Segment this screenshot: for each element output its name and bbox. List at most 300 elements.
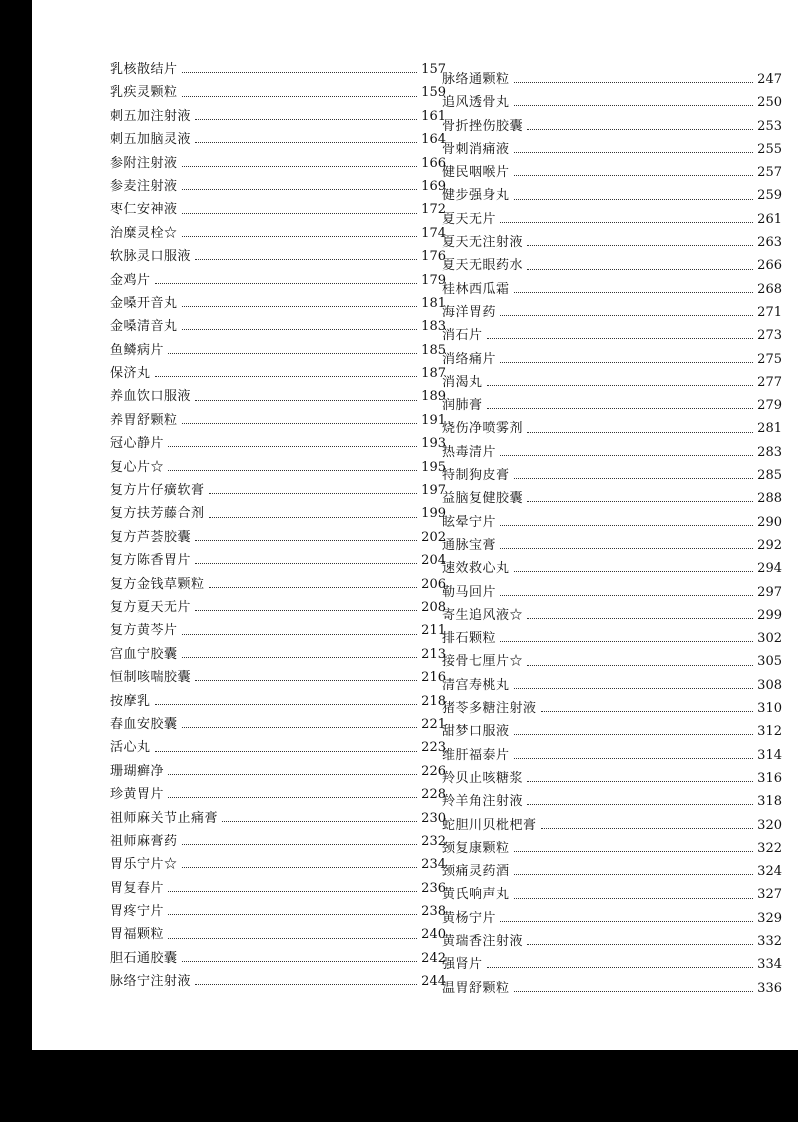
toc-entry[interactable] xyxy=(442,161,782,184)
toc-entry-page-number: 187 xyxy=(421,366,446,382)
toc-entry-title: 复方夏天无片 xyxy=(110,599,192,615)
toc-entry[interactable] xyxy=(110,198,446,221)
toc-dot-leader xyxy=(487,385,754,386)
toc-entry-page-number: 181 xyxy=(421,295,446,311)
toc-entry-page-number: 197 xyxy=(421,483,446,499)
toc-entry-page-number: 216 xyxy=(421,670,446,686)
toc-entry-title: 参附注射液 xyxy=(110,155,178,171)
toc-dot-leader xyxy=(195,119,417,120)
toc-dot-leader xyxy=(182,329,418,330)
toc-entry-page-number: 336 xyxy=(757,980,782,996)
toc-entry[interactable] xyxy=(110,222,446,245)
scan-black-edge-left xyxy=(0,0,32,1122)
toc-dot-leader xyxy=(182,72,418,73)
toc-dot-leader xyxy=(195,259,417,260)
toc-entry-page-number: 236 xyxy=(421,880,446,896)
toc-entry-title: 珍黄胃片 xyxy=(110,787,165,803)
toc-entry-page-number: 218 xyxy=(421,693,446,709)
toc-entry-page-number: 332 xyxy=(757,933,782,949)
toc-dot-leader xyxy=(500,222,753,223)
toc-entry[interactable] xyxy=(442,371,782,394)
toc-entry[interactable] xyxy=(442,138,782,161)
toc-dot-leader xyxy=(168,914,417,915)
toc-entry[interactable] xyxy=(442,184,782,207)
toc-entry-page-number: 234 xyxy=(421,857,446,873)
toc-entry-page-number: 240 xyxy=(421,927,446,943)
toc-entry[interactable] xyxy=(110,362,446,385)
toc-entry-page-number: 166 xyxy=(421,155,446,171)
toc-entry-title: 益脑复健胶囊 xyxy=(442,491,524,507)
toc-entry[interactable] xyxy=(442,814,782,837)
toc-dot-leader xyxy=(168,891,417,892)
toc-entry-title: 治糜灵栓☆ xyxy=(110,225,178,241)
toc-entry[interactable] xyxy=(442,324,782,347)
toc-dot-leader xyxy=(195,984,417,985)
toc-entry-page-number: 157 xyxy=(421,62,446,77)
toc-dot-leader xyxy=(487,967,754,968)
toc-entry-title: 颈痛灵药酒 xyxy=(442,864,510,880)
toc-dot-leader xyxy=(500,315,753,316)
toc-dot-leader xyxy=(500,362,753,363)
toc-entry-title: 速效救心丸 xyxy=(442,561,510,577)
toc-entry[interactable] xyxy=(110,713,446,736)
toc-dot-leader xyxy=(541,711,754,712)
toc-entry-page-number: 329 xyxy=(757,910,782,926)
toc-entry-title: 养血饮口服液 xyxy=(110,389,192,405)
toc-dot-leader xyxy=(514,851,754,852)
toc-entry-title: 脉络宁注射液 xyxy=(110,974,192,990)
toc-dot-leader xyxy=(182,189,418,190)
toc-entry-page-number: 259 xyxy=(757,188,782,204)
toc-entry-title: 冠心静片 xyxy=(110,436,165,452)
toc-entry-title: 勒马回片 xyxy=(442,584,497,600)
toc-entry-title: 复方扶芳藤合剂 xyxy=(110,506,205,522)
toc-entry-title: 眩晕宁片 xyxy=(442,514,497,530)
toc-dot-leader xyxy=(209,517,418,518)
toc-entry[interactable] xyxy=(110,573,446,596)
toc-dot-leader xyxy=(514,478,754,479)
toc-entry[interactable] xyxy=(110,807,446,830)
toc-entry-title: 金鸡片 xyxy=(110,272,151,288)
toc-entry-title: 软脉灵口服液 xyxy=(110,249,192,265)
toc-entry[interactable] xyxy=(110,502,446,525)
toc-entry-page-number: 213 xyxy=(421,646,446,662)
toc-entry-title: 胃复春片 xyxy=(110,880,165,896)
toc-dot-leader xyxy=(182,96,418,97)
toc-dot-leader xyxy=(514,898,754,899)
toc-dot-leader xyxy=(500,595,753,596)
toc-entry-page-number: 244 xyxy=(421,974,446,990)
toc-dot-leader xyxy=(168,446,417,447)
toc-entry-title: 养胃舒颗粒 xyxy=(110,412,178,428)
toc-entry-page-number: 316 xyxy=(757,770,782,786)
toc-entry-page-number: 324 xyxy=(757,864,782,880)
toc-entry-title: 鱼鳞病片 xyxy=(110,342,165,358)
toc-entry[interactable] xyxy=(110,409,446,432)
toc-entry[interactable] xyxy=(110,549,446,572)
toc-dot-leader xyxy=(514,82,754,83)
toc-dot-leader xyxy=(514,199,754,200)
toc-dot-leader xyxy=(182,423,418,424)
toc-entry[interactable] xyxy=(110,947,446,970)
toc-dot-leader xyxy=(195,563,417,564)
toc-entry[interactable] xyxy=(110,970,446,993)
toc-entry[interactable] xyxy=(442,790,782,813)
toc-entry-title: 复方片仔癀软膏 xyxy=(110,483,205,499)
toc-dot-leader xyxy=(168,470,417,471)
toc-entry-page-number: 310 xyxy=(757,701,782,717)
toc-entry-page-number: 161 xyxy=(421,108,446,124)
toc-dot-leader xyxy=(500,525,753,526)
toc-entry[interactable] xyxy=(442,534,782,557)
toc-dot-leader xyxy=(195,540,417,541)
toc-entry-page-number: 292 xyxy=(757,537,782,553)
toc-entry[interactable] xyxy=(442,441,782,464)
toc-dot-leader xyxy=(182,961,418,962)
toc-entry-title: 祖师麻膏药 xyxy=(110,833,178,849)
toc-dot-leader xyxy=(527,129,753,130)
toc-entry-title: 追风透骨丸 xyxy=(442,95,510,111)
toc-entry-title: 维肝福泰片 xyxy=(442,747,510,763)
toc-entry[interactable] xyxy=(442,744,782,767)
toc-entry-title: 蛇胆川贝枇杷膏 xyxy=(442,817,537,833)
toc-entry-title: 强肾片 xyxy=(442,957,483,973)
toc-entry-title: 复方黄芩片 xyxy=(110,623,178,639)
toc-entry-title: 海洋胃药 xyxy=(442,304,497,320)
toc-dot-leader xyxy=(527,944,753,945)
toc-entry-page-number: 195 xyxy=(421,459,446,475)
toc-entry[interactable] xyxy=(110,690,446,713)
toc-dot-leader xyxy=(182,844,418,845)
toc-entry-page-number: 305 xyxy=(757,654,782,670)
toc-entry-page-number: 185 xyxy=(421,342,446,358)
toc-entry-page-number: 327 xyxy=(757,887,782,903)
toc-entry-page-number: 250 xyxy=(757,95,782,111)
toc-entry-page-number: 273 xyxy=(757,328,782,344)
toc-entry-page-number: 183 xyxy=(421,319,446,335)
toc-entry-page-number: 172 xyxy=(421,202,446,218)
toc-dot-leader xyxy=(527,245,753,246)
toc-entry-page-number: 253 xyxy=(757,118,782,134)
toc-entry[interactable] xyxy=(442,674,782,697)
toc-entry-title: 健民咽喉片 xyxy=(442,165,510,181)
toc-entry-title: 黄杨宁片 xyxy=(442,910,497,926)
toc-entry-title: 金嗓清音丸 xyxy=(110,319,178,335)
toc-dot-leader xyxy=(514,571,754,572)
toc-entry[interactable] xyxy=(110,315,446,338)
toc-entry[interactable] xyxy=(110,526,446,549)
toc-entry[interactable] xyxy=(442,394,782,417)
toc-entry[interactable] xyxy=(110,432,446,455)
toc-entry[interactable] xyxy=(442,91,782,114)
toc-entry[interactable] xyxy=(110,58,446,81)
toc-dot-leader xyxy=(514,175,754,176)
toc-entry[interactable] xyxy=(110,105,446,128)
toc-entry[interactable] xyxy=(442,487,782,510)
toc-entry[interactable] xyxy=(442,977,782,1000)
toc-dot-leader xyxy=(514,758,754,759)
toc-entry-title: 春血安胶囊 xyxy=(110,716,178,732)
toc-entry-page-number: 299 xyxy=(757,607,782,623)
toc-entry[interactable] xyxy=(442,720,782,743)
toc-entry-page-number: 247 xyxy=(757,72,782,87)
toc-entry-page-number: 226 xyxy=(421,763,446,779)
toc-entry[interactable] xyxy=(442,930,782,953)
toc-entry[interactable] xyxy=(110,760,446,783)
toc-entry[interactable] xyxy=(442,650,782,673)
toc-dot-leader xyxy=(182,634,418,635)
toc-entry[interactable] xyxy=(442,907,782,930)
toc-entry[interactable] xyxy=(442,557,782,580)
toc-entry-title: 复方陈香胃片 xyxy=(110,553,192,569)
toc-entry[interactable] xyxy=(110,596,446,619)
toc-entry[interactable] xyxy=(110,128,446,151)
toc-dot-leader xyxy=(195,610,417,611)
toc-entry[interactable] xyxy=(442,767,782,790)
toc-dot-leader xyxy=(500,921,753,922)
toc-column-left xyxy=(110,58,446,994)
toc-dot-leader xyxy=(182,657,418,658)
toc-entry-page-number: 174 xyxy=(421,225,446,241)
toc-entry-title: 接骨七厘片☆ xyxy=(442,654,524,670)
toc-entry[interactable] xyxy=(442,837,782,860)
toc-entry[interactable] xyxy=(442,301,782,324)
toc-dot-leader xyxy=(182,213,418,214)
toc-entry-title: 枣仁安神液 xyxy=(110,202,178,218)
toc-entry-page-number: 312 xyxy=(757,724,782,740)
toc-entry-title: 烧伤净喷雾剂 xyxy=(442,421,524,437)
toc-entry-page-number: 334 xyxy=(757,957,782,973)
toc-dot-leader xyxy=(222,821,417,822)
toc-entry-title: 消络痛片 xyxy=(442,351,497,367)
toc-entry-title: 羚羊角注射液 xyxy=(442,794,524,810)
toc-dot-leader xyxy=(527,618,753,619)
toc-entry-page-number: 191 xyxy=(421,412,446,428)
toc-dot-leader xyxy=(168,797,417,798)
toc-entry[interactable] xyxy=(442,581,782,604)
toc-entry-page-number: 266 xyxy=(757,258,782,274)
toc-entry-title: 骨折挫伤胶囊 xyxy=(442,118,524,134)
toc-dot-leader xyxy=(514,105,754,106)
toc-entry[interactable] xyxy=(442,627,782,650)
toc-entry-title: 颈复康颗粒 xyxy=(442,840,510,856)
toc-entry[interactable] xyxy=(442,953,782,976)
toc-dot-leader xyxy=(155,751,418,752)
toc-entry-page-number: 221 xyxy=(421,716,446,732)
toc-entry-page-number: 206 xyxy=(421,576,446,592)
toc-entry-page-number: 268 xyxy=(757,281,782,297)
toc-entry[interactable] xyxy=(110,619,446,642)
toc-entry[interactable] xyxy=(110,736,446,759)
toc-entry-page-number: 193 xyxy=(421,436,446,452)
toc-entry-page-number: 255 xyxy=(757,141,782,157)
toc-entry-title: 胃疼宁片 xyxy=(110,904,165,920)
toc-entry-page-number: 279 xyxy=(757,398,782,414)
toc-entry-title: 刺五加脑灵液 xyxy=(110,132,192,148)
toc-dot-leader xyxy=(527,269,753,270)
toc-entry[interactable] xyxy=(442,511,782,534)
toc-entry[interactable] xyxy=(442,278,782,301)
toc-entry-title: 复方金钱草颗粒 xyxy=(110,576,205,592)
toc-entry[interactable] xyxy=(110,666,446,689)
toc-entry-page-number: 199 xyxy=(421,506,446,522)
toc-entry-title: 复心片☆ xyxy=(110,459,165,475)
toc-entry[interactable] xyxy=(110,456,446,479)
toc-entry-title: 润肺膏 xyxy=(442,398,483,414)
toc-entry-title: 热毒清片 xyxy=(442,444,497,460)
toc-entry-title: 夏天无注射液 xyxy=(442,235,524,251)
scan-black-edge-bottom xyxy=(0,1050,798,1122)
toc-dot-leader xyxy=(500,548,753,549)
toc-entry[interactable] xyxy=(442,883,782,906)
toc-entry[interactable] xyxy=(110,830,446,853)
toc-dot-leader xyxy=(168,353,417,354)
toc-entry-page-number: 275 xyxy=(757,351,782,367)
toc-entry[interactable] xyxy=(110,923,446,946)
toc-entry[interactable] xyxy=(110,479,446,502)
toc-dot-leader xyxy=(209,587,418,588)
toc-entry[interactable] xyxy=(110,877,446,900)
toc-dot-leader xyxy=(168,938,417,939)
toc-entry[interactable] xyxy=(110,175,446,198)
toc-dot-leader xyxy=(155,376,418,377)
toc-entry-page-number: 238 xyxy=(421,904,446,920)
toc-entry-title: 胃乐宁片☆ xyxy=(110,857,178,873)
toc-entry[interactable] xyxy=(442,417,782,440)
toc-entry-page-number: 281 xyxy=(757,421,782,437)
toc-entry-title: 特制狗皮膏 xyxy=(442,468,510,484)
toc-dot-leader xyxy=(195,400,417,401)
toc-entry[interactable] xyxy=(110,339,446,362)
toc-dot-leader xyxy=(155,704,418,705)
toc-entry-page-number: 277 xyxy=(757,374,782,390)
toc-entry-page-number: 290 xyxy=(757,514,782,530)
toc-entry-title: 珊瑚癣净 xyxy=(110,763,165,779)
toc-entry-page-number: 179 xyxy=(421,272,446,288)
toc-entry[interactable] xyxy=(442,860,782,883)
toc-entry-page-number: 302 xyxy=(757,631,782,647)
toc-entry-title: 恒制咳喘胶囊 xyxy=(110,670,192,686)
toc-entry[interactable] xyxy=(442,208,782,231)
toc-entry[interactable] xyxy=(110,853,446,876)
toc-entry-title: 桂林西瓜霜 xyxy=(442,281,510,297)
toc-entry-title: 金嗓开音丸 xyxy=(110,295,178,311)
toc-entry-page-number: 230 xyxy=(421,810,446,826)
toc-entry-title: 祖师麻关节止痛膏 xyxy=(110,810,219,826)
toc-dot-leader xyxy=(514,874,754,875)
toc-entry-title: 消石片 xyxy=(442,328,483,344)
toc-entry-title: 按摩乳 xyxy=(110,693,151,709)
toc-entry-page-number: 232 xyxy=(421,833,446,849)
toc-entry[interactable] xyxy=(110,292,446,315)
toc-entry-title: 参麦注射液 xyxy=(110,178,178,194)
toc-entry-title: 黄瑞香注射液 xyxy=(442,933,524,949)
toc-entry[interactable] xyxy=(442,231,782,254)
toc-entry-page-number: 314 xyxy=(757,747,782,763)
toc-entry-page-number: 297 xyxy=(757,584,782,600)
toc-entry-title: 通脉宝膏 xyxy=(442,537,497,553)
toc-entry-title: 夏天无眼药水 xyxy=(442,258,524,274)
toc-entry[interactable] xyxy=(442,115,782,138)
toc-entry-title: 骨刺消痛液 xyxy=(442,141,510,157)
toc-entry-title: 消渴丸 xyxy=(442,374,483,390)
toc-entry-title: 宫血宁胶囊 xyxy=(110,646,178,662)
toc-dot-leader xyxy=(514,991,754,992)
toc-entry-title: 温胃舒颗粒 xyxy=(442,980,510,996)
toc-dot-leader xyxy=(541,828,754,829)
toc-entry-page-number: 257 xyxy=(757,165,782,181)
toc-entry-page-number: 211 xyxy=(421,623,446,639)
toc-entry-title: 夏天无片 xyxy=(442,211,497,227)
toc-dot-leader xyxy=(514,292,754,293)
toc-dot-leader xyxy=(195,142,417,143)
toc-entry[interactable] xyxy=(110,783,446,806)
toc-entry-title: 寄生追风液☆ xyxy=(442,607,524,623)
toc-entry-title: 保济丸 xyxy=(110,366,151,382)
toc-entry-page-number: 322 xyxy=(757,840,782,856)
toc-entry-title: 清宫寿桃丸 xyxy=(442,677,510,693)
toc-entry[interactable] xyxy=(442,68,782,91)
toc-entry-page-number: 169 xyxy=(421,178,446,194)
toc-entry[interactable] xyxy=(110,385,446,408)
toc-entry-page-number: 189 xyxy=(421,389,446,405)
toc-dot-leader xyxy=(514,152,754,153)
toc-column-right xyxy=(442,68,782,1000)
toc-dot-leader xyxy=(168,774,417,775)
toc-entry-page-number: 202 xyxy=(421,529,446,545)
toc-page xyxy=(32,0,798,1050)
toc-entry[interactable] xyxy=(110,900,446,923)
toc-entry-title: 刺五加注射液 xyxy=(110,108,192,124)
toc-dot-leader xyxy=(514,734,754,735)
toc-dot-leader xyxy=(500,641,753,642)
toc-entry-title: 健步强身丸 xyxy=(442,188,510,204)
toc-entry-title: 猪苓多糖注射液 xyxy=(442,701,537,717)
toc-entry[interactable] xyxy=(442,464,782,487)
toc-entry-page-number: 263 xyxy=(757,235,782,251)
toc-entry-page-number: 285 xyxy=(757,468,782,484)
toc-entry[interactable] xyxy=(110,81,446,104)
toc-entry-page-number: 228 xyxy=(421,787,446,803)
toc-dot-leader xyxy=(500,455,753,456)
toc-dot-leader xyxy=(195,680,417,681)
toc-entry-page-number: 176 xyxy=(421,249,446,265)
toc-entry[interactable] xyxy=(442,604,782,627)
toc-entry-page-number: 242 xyxy=(421,950,446,966)
toc-dot-leader xyxy=(527,804,753,805)
toc-entry[interactable] xyxy=(442,697,782,720)
toc-entry-title: 脉络通颗粒 xyxy=(442,72,510,87)
toc-entry-page-number: 223 xyxy=(421,740,446,756)
toc-entry[interactable] xyxy=(110,245,446,268)
toc-dot-leader xyxy=(487,408,754,409)
toc-entry[interactable] xyxy=(442,254,782,277)
toc-entry-page-number: 164 xyxy=(421,132,446,148)
toc-dot-leader xyxy=(527,432,753,433)
toc-entry-title: 羚贝止咳糖浆 xyxy=(442,770,524,786)
toc-entry[interactable] xyxy=(110,269,446,292)
toc-entry[interactable] xyxy=(442,348,782,371)
toc-entry-page-number: 288 xyxy=(757,491,782,507)
toc-entry[interactable] xyxy=(110,643,446,666)
toc-entry-page-number: 204 xyxy=(421,553,446,569)
toc-dot-leader xyxy=(527,665,753,666)
toc-entry[interactable] xyxy=(110,152,446,175)
toc-entry-title: 复方芦荟胶囊 xyxy=(110,529,192,545)
toc-entry-title: 排石颗粒 xyxy=(442,631,497,647)
toc-dot-leader xyxy=(182,306,418,307)
toc-dot-leader xyxy=(209,493,418,494)
